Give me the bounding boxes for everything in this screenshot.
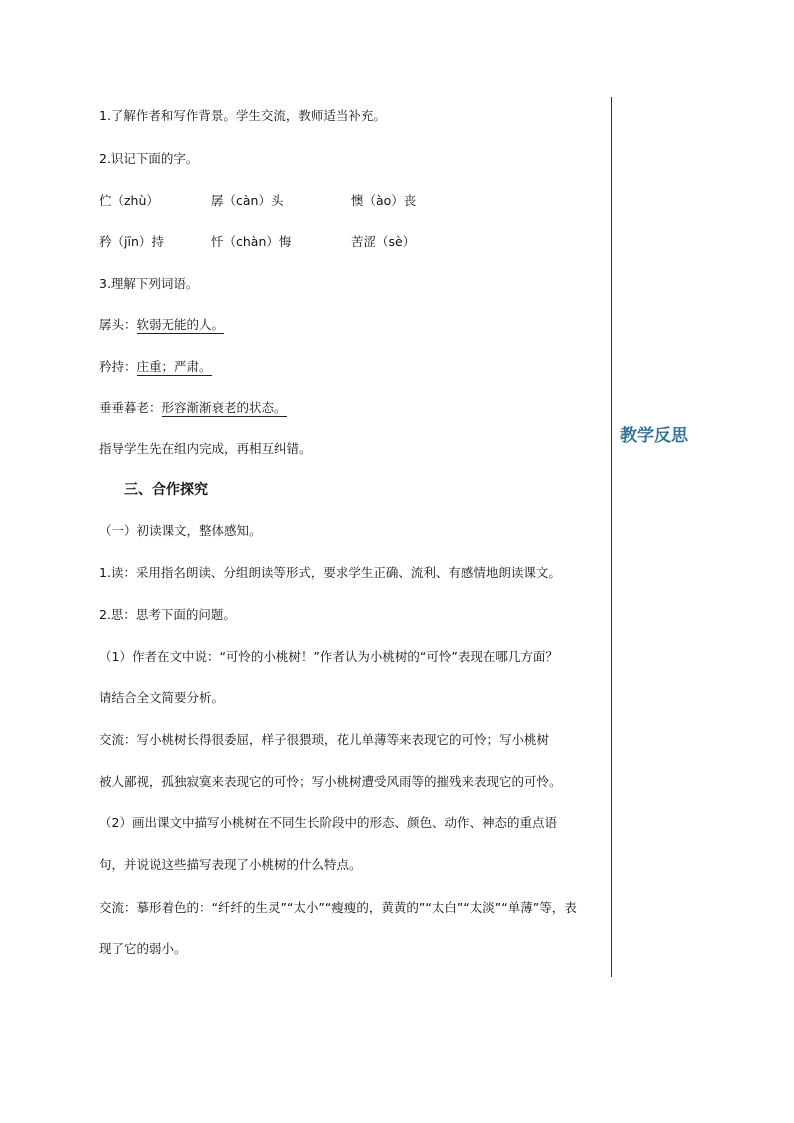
- answer-2-line-2: 现了它的弱小。: [99, 941, 187, 956]
- term-label: 孱头：: [99, 317, 137, 332]
- sidebar-title-teaching-reflection: 教学反思: [620, 426, 688, 446]
- char-item: 懊（ào）丧: [351, 193, 417, 208]
- paragraph-think: 2.思：思考下面的问题。: [99, 607, 236, 622]
- term-definition-underlined: 庄重；严肃。: [136, 359, 212, 374]
- question-1-line-1: （1）作者在文中说：“可怜的小桃树！”作者认为小桃树的“可怜”表现在哪几方面？: [99, 649, 558, 664]
- question-2-line-2: 句，并说说这些描写表现了小桃树的什么特点。: [99, 857, 362, 872]
- term-definition: [99, 317, 224, 333]
- term-label: 垂垂暮老：: [99, 400, 162, 415]
- term-definition-underlined: 软弱无能的人。: [136, 317, 225, 332]
- answer-1-line-1: 交流：写小桃树长得很委屈，样子很猥琐，花儿单薄等来表现它的可怜；写小桃树: [99, 732, 550, 747]
- paragraph-understand-terms: 3.理解下列词语。: [99, 276, 199, 291]
- char-item: 矜（jīn）持: [99, 234, 164, 249]
- paragraph-author-background: 1.了解作者和写作背景。学生交流，教师适当补充。: [99, 108, 386, 123]
- section-heading: 三、合作探究: [124, 482, 208, 498]
- char-item: 伫（zhù）: [99, 193, 159, 208]
- paragraph-read: 1.读：采用指名朗读、分组朗读等形式，要求学生正确、流利、有感情地朗读课文。: [99, 565, 561, 580]
- term-definition: [99, 359, 212, 375]
- paragraph-recognize-chars: 2.识记下面的字。: [99, 151, 199, 166]
- char-item: 孱（càn）头: [211, 193, 284, 208]
- column-divider: [611, 97, 612, 977]
- question-2-line-1: （2）画出课文中描写小桃树在不同生长阶段中的形态、颜色、动作、神态的重点语: [99, 815, 557, 830]
- char-item: 苦涩（sè）: [351, 234, 416, 249]
- paragraph-guidance: 指导学生先在组内完成，再相互纠错。: [99, 441, 312, 456]
- answer-2-line-1: 交流：摹形着色的：“纤纤的生灵”“太小”“瘦瘦的，黄黄的”“太白”“太淡”“单薄”等，表: [99, 900, 577, 915]
- answer-1-line-2: 被人鄙视，孤独寂寞来表现它的可怜；写小桃树遭受风雨等的摧残来表现它的可怜。: [99, 774, 562, 789]
- question-1-line-2: 请结合全文简要分析。: [99, 690, 225, 705]
- chars-row-2: [99, 234, 479, 250]
- term-label: 矜持：: [99, 359, 137, 374]
- term-definition: [99, 400, 287, 416]
- chars-row-1: [99, 193, 479, 209]
- char-item: 忏（chàn）悔: [211, 234, 292, 249]
- paragraph-first-reading: （一）初读课文，整体感知。: [99, 523, 262, 538]
- term-definition-underlined: 形容渐渐衰老的状态。: [161, 400, 287, 415]
